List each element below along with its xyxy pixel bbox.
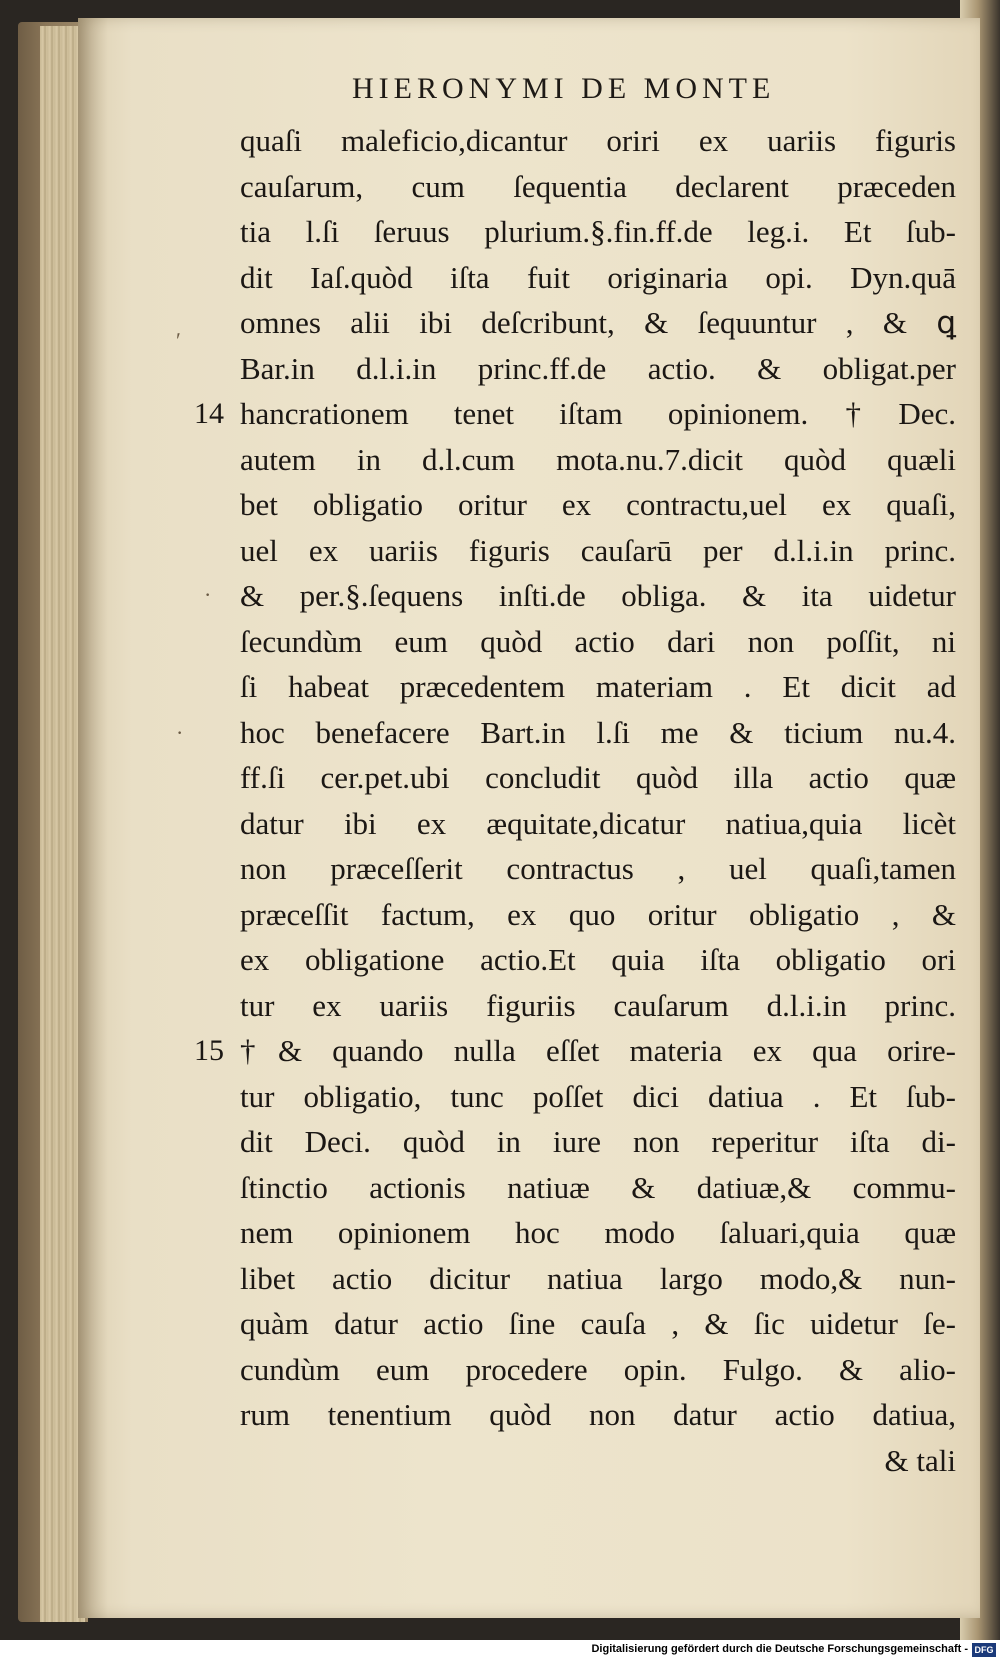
text-line bbox=[240, 1119, 956, 1165]
dfg-logo: DFG bbox=[972, 1643, 996, 1657]
text-line-content: dit Iaſ.quòd iſta fuit originaria opi. Dyn.quā bbox=[240, 259, 956, 295]
text-line bbox=[240, 846, 956, 892]
text-line-content: quàm datur actio ſine cauſa , & ſic uidetur ſe- bbox=[240, 1306, 956, 1341]
text-line bbox=[240, 619, 956, 665]
text-line bbox=[240, 1347, 956, 1393]
marginal-number: 14 bbox=[194, 397, 224, 430]
margin-mark: ʹ bbox=[176, 328, 181, 353]
text-line-content: cauſarum, cum ſequentia declarent præceden bbox=[240, 168, 956, 204]
text-line bbox=[240, 255, 956, 301]
text-line bbox=[240, 118, 956, 164]
text-line-content: tur ex uariis figuriis cauſarum d.l.i.in princ. bbox=[240, 987, 956, 1023]
text-line bbox=[240, 1074, 956, 1120]
footer-credit: Digitalisierung gefördert durch die Deutsche Forschungsgemeinschaft - bbox=[591, 1643, 968, 1655]
spine-shadow bbox=[78, 18, 108, 1618]
text-line bbox=[240, 300, 956, 346]
margin-mark: · bbox=[176, 720, 184, 745]
text-line-content: autem in d.l.cum mota.nu.7.dicit quòd quæli bbox=[240, 441, 956, 477]
text-line bbox=[240, 573, 956, 619]
text-line-content: omnes alii ibi deſcribunt, & ſequuntur , & ꝗ bbox=[240, 305, 956, 340]
text-line-content: cundùm eum procedere opin. Fulgo. & alio- bbox=[240, 1351, 956, 1387]
text-line-content: Bar.in d.l.i.in princ.ff.de actio. & obligat.per bbox=[240, 350, 956, 386]
text-line bbox=[240, 892, 956, 938]
text-line-content: datur ibi ex æquitate,dicatur natiua,quia licèt bbox=[240, 805, 956, 841]
text-line-content: tur obligatio, tunc poſſet dici datiua . Et ſub- bbox=[240, 1078, 956, 1114]
text-line bbox=[240, 209, 956, 255]
margin-mark: · bbox=[204, 582, 212, 607]
text-line-content: libet actio dicitur natiua largo modo,& nun- bbox=[240, 1260, 956, 1296]
text-line bbox=[240, 710, 956, 756]
text-line-content: ſecundùm eum quòd actio dari non poſſit, ni bbox=[240, 623, 956, 659]
text-line bbox=[240, 164, 956, 210]
text-line bbox=[240, 1165, 956, 1211]
text-line-content: dit Deci. quòd in iure non reperitur iſta di- bbox=[240, 1124, 956, 1159]
text-line-content: bet obligatio oritur ex contractu,uel ex quaſi, bbox=[240, 487, 956, 522]
text-line bbox=[240, 1392, 956, 1438]
text-line-content: ff.ſi cer.pet.ubi concludit quòd illa actio quæ bbox=[240, 760, 956, 795]
text-line-content: rum tenentium quòd non datur actio datiua, bbox=[240, 1397, 956, 1432]
running-head: HIERONYMI DE MONTE bbox=[352, 72, 776, 105]
text-line-content: ſtinctio actionis natiuæ & datiuæ,& commu- bbox=[240, 1169, 956, 1205]
text-line-content: quaſi maleficio,dicantur oriri ex uariis figuris bbox=[240, 123, 956, 158]
text-line-content: nem opinionem hoc modo ſaluari,quia quæ bbox=[240, 1215, 956, 1250]
text-line bbox=[240, 528, 956, 574]
text-line-content: uel ex uariis figuris cauſarū per d.l.i.in princ. bbox=[240, 532, 956, 568]
text-line bbox=[240, 1301, 956, 1347]
text-line bbox=[240, 482, 956, 528]
text-line-content: †& quando nulla eſſet materia ex qua orire- bbox=[240, 1033, 956, 1068]
text-line bbox=[240, 664, 956, 710]
text-line-content: hancrationem tenet iſtam opinionem.†Dec. bbox=[240, 396, 956, 431]
catchword: & tali bbox=[884, 1442, 956, 1478]
text-line bbox=[240, 755, 956, 801]
text-line-content: tia l.ſi ſeruus plurium.§.fin.ff.de leg.i. Et ſub- bbox=[240, 214, 956, 249]
text-line-content: ſi habeat præcedentem materiam . Et dicit ad bbox=[240, 669, 956, 704]
text-line bbox=[240, 437, 956, 483]
text-line bbox=[194, 1028, 956, 1074]
text-line bbox=[240, 346, 956, 392]
text-line-content: præceſſit factum, ex quo oritur obligatio , & bbox=[240, 896, 956, 932]
text-line bbox=[194, 391, 956, 437]
text-line bbox=[240, 1210, 956, 1256]
text-line-content: non præceſſerit contractus , uel quaſi,tamen bbox=[240, 851, 956, 886]
text-line bbox=[240, 983, 956, 1029]
text-line bbox=[240, 1256, 956, 1302]
text-line-content: ex obligatione actio.Et quia iſta obligatio ori bbox=[240, 942, 956, 977]
text-line-content: hoc benefacere Bart.in l.ſi me & ticium nu.4. bbox=[240, 714, 956, 750]
text-line-content: & per.§.ſequens inſti.de obliga. & ita uidetur bbox=[240, 578, 956, 613]
text-line bbox=[240, 801, 956, 847]
marginal-number: 15 bbox=[194, 1034, 224, 1067]
text-line bbox=[240, 937, 956, 983]
body-text bbox=[194, 118, 956, 1483]
